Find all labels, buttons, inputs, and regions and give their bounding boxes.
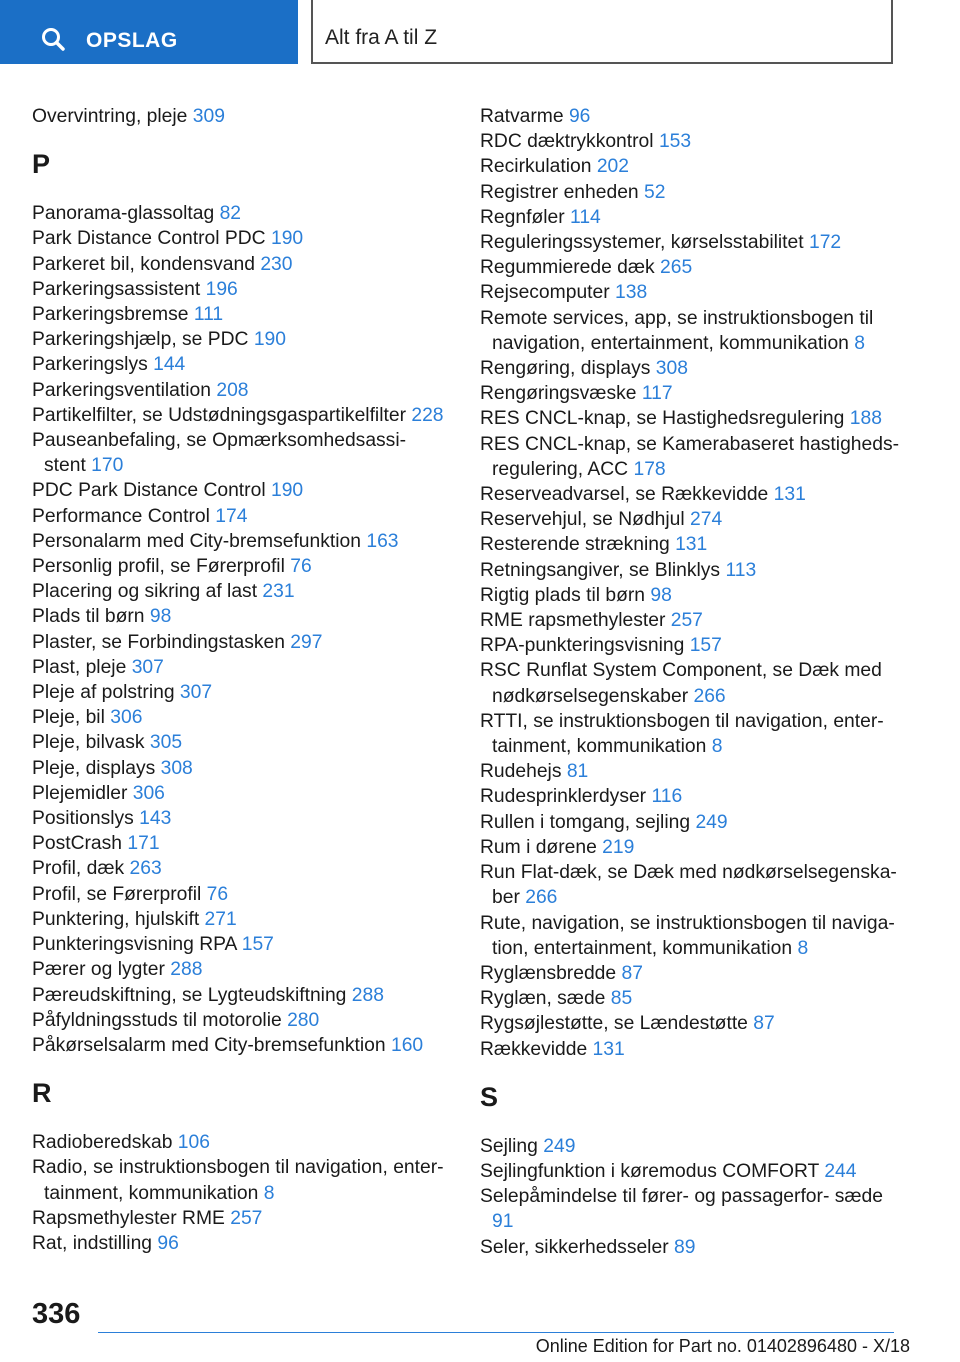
index-entry-text: Punktering, hjulskift [32, 908, 200, 930]
index-entry-text: Sejling [480, 1135, 538, 1157]
page-link[interactable]: 160 [390, 1034, 424, 1056]
index-entry [32, 1033, 452, 1058]
index-entry-text: Pauseanbefaling, se Opmærksomhedsassi‐ stent [32, 430, 407, 477]
index-entry-text: PostCrash [32, 833, 123, 855]
index-entry-text: RTTI, se instruktionsbogen til navigation, enter‐ tainment, kommunikation [480, 710, 884, 758]
index-entry-text: Recirkulation [480, 156, 592, 178]
page-link[interactable]: 244 [824, 1160, 857, 1182]
index-section-letter: P [32, 149, 51, 180]
page-link[interactable]: 8 [854, 332, 865, 354]
page-link[interactable]: 202 [596, 156, 629, 178]
index-entry [32, 781, 452, 806]
page-link[interactable]: 89 [673, 1236, 696, 1258]
page-link[interactable]: 171 [127, 833, 160, 855]
page-link[interactable]: 96 [157, 1232, 179, 1254]
index-entry [480, 810, 900, 835]
index-entry [32, 403, 452, 428]
page-link[interactable]: 111 [193, 304, 224, 326]
page-link[interactable]: 266 [525, 887, 558, 909]
index-entry [480, 255, 900, 280]
page-link[interactable]: 196 [205, 278, 238, 300]
page-link[interactable]: 153 [658, 131, 692, 153]
index-entry [32, 806, 452, 831]
index-entry [32, 882, 452, 907]
page-link[interactable]: 230 [260, 253, 293, 275]
index-entry [32, 756, 452, 781]
index-entry-text: Pleje af polstring [32, 682, 175, 704]
page-link[interactable]: 81 [566, 761, 589, 783]
index-entry [480, 784, 900, 809]
index-entry-text: Pleje, bil [32, 707, 105, 729]
page-link[interactable]: 306 [110, 707, 143, 729]
index-entry-text: Registrer enheden [480, 181, 639, 203]
index-entry [480, 154, 900, 179]
index-entry-text: Profil, se Førerprofil [32, 883, 202, 905]
page-link[interactable]: 85 [610, 988, 633, 1010]
index-entry [32, 983, 452, 1008]
page-link[interactable]: 113 [725, 559, 757, 581]
page-link[interactable]: 170 [91, 455, 124, 477]
page-link[interactable]: 307 [179, 682, 213, 704]
index-entry-text: Regummierede dæk [480, 257, 655, 279]
index-entry-text: RME rapsmethylester [480, 610, 666, 632]
index-entry-text: Run Flat-dæk, se Dæk med nødkørselsegenska‐ ber [480, 862, 897, 909]
index-entry-text: Radioberedskab [32, 1132, 173, 1154]
index-entry [32, 529, 452, 554]
index-entry-text: Rækkevidde [480, 1038, 588, 1060]
page-link[interactable]: 188 [849, 408, 882, 430]
index-entry-text: Regnføler [480, 206, 565, 228]
page-link[interactable]: 306 [132, 782, 165, 804]
page-link[interactable]: 131 [675, 534, 708, 556]
index-entry-text: Rudesprinklerdyser [480, 786, 647, 808]
index-entry [480, 1011, 900, 1036]
index-entry [32, 831, 452, 856]
index-entry [480, 860, 900, 910]
page-link[interactable]: 271 [204, 908, 237, 930]
index-column-right [480, 104, 900, 1260]
index-entry-text: Parkeringsventilation [32, 379, 211, 401]
index-entry [480, 1134, 900, 1159]
section-title-box [311, 0, 893, 64]
index-entry [480, 104, 900, 129]
index-entry-text: Rengøringsvæske [480, 383, 637, 405]
index-entry-text: Pæreudskiftning, se Lygteudskiftning [32, 984, 347, 1006]
page-link[interactable]: 8 [263, 1182, 275, 1204]
index-entry [32, 252, 452, 277]
index-entry [480, 961, 900, 986]
index-entry [32, 856, 452, 881]
index-entry-text: Parkeringsbremse [32, 304, 189, 326]
index-entry-text: Plads til børn [32, 606, 145, 628]
footer-divider [98, 1332, 894, 1333]
page-link[interactable]: 257 [230, 1207, 263, 1229]
index-entry-text: Radio, se instruktionsbogen til navigation, enter‐ tainment, kommunikation [32, 1157, 444, 1204]
index-entry-text: Rullen i tomgang, sejling [480, 811, 691, 833]
index-entry-text: RES CNCL-knap, se Kamerabaseret hastigheds‐ regulering, ACC [480, 433, 900, 480]
index-entry-text: Rat, indstilling [32, 1232, 153, 1254]
index-entry-text: Plejemidler [32, 782, 128, 804]
index-entry-text: Ryglænsbredde [480, 962, 617, 984]
page-link[interactable]: 172 [808, 232, 842, 254]
index-entry-text: Personalarm med City-bremsefunktion [32, 530, 361, 552]
index-entry [480, 608, 900, 633]
page-link[interactable]: 266 [693, 685, 726, 707]
index-entry [32, 504, 452, 529]
page-link[interactable]: 265 [660, 257, 693, 279]
page-link[interactable]: 98 [650, 584, 672, 606]
page-link[interactable]: 114 [570, 206, 601, 228]
index-entry [32, 554, 452, 579]
index-entry-text: Rigtig plads til børn [480, 584, 646, 606]
index-entry [32, 277, 452, 302]
index-entry-text: Positionslys [32, 808, 134, 830]
tab-label: OPSLAG [86, 29, 178, 52]
index-entry [480, 1159, 900, 1184]
page-link[interactable]: 117 [641, 383, 673, 405]
page-link[interactable]: 178 [633, 458, 666, 480]
index-entry-text: Parkeringshjælp, se PDC [32, 329, 249, 351]
page-link[interactable]: 8 [797, 937, 809, 959]
index-entry-text: Retningsangiver, se Blinklys [480, 559, 721, 581]
index-entry-text: Parkeringslys [32, 354, 148, 376]
page-link[interactable]: 52 [644, 181, 666, 203]
index-entry [480, 1184, 900, 1234]
index-entry-text: Parkeringsassistent [32, 278, 201, 300]
page-link[interactable]: 288 [351, 984, 384, 1006]
index-entry-text: Performance Control [32, 505, 210, 527]
index-entry-text: Rapsmethylester RME [32, 1207, 225, 1229]
index-entry-text: Plaster, se Forbindingstasken [32, 631, 285, 653]
index-entry [480, 709, 900, 759]
search-icon [40, 26, 66, 52]
index-entry-text: Overvintring, pleje [32, 106, 188, 127]
index-entry-text: Rute, navigation, se instruktionsbogen til naviga‐ tion, entertainment, kommunikation [480, 912, 895, 959]
page-link[interactable]: 219 [602, 836, 635, 858]
page-link[interactable]: 96 [568, 106, 591, 127]
index-entry [480, 835, 900, 860]
page-link[interactable]: 157 [689, 635, 722, 657]
index-entry [480, 583, 900, 608]
index-entry [480, 280, 900, 305]
index-entry [480, 180, 900, 205]
page-link[interactable]: 190 [253, 329, 286, 351]
page-link[interactable]: 131 [773, 484, 806, 506]
index-entry-text: Plast, pleje [32, 656, 127, 678]
index-entry [480, 432, 900, 482]
page-link[interactable]: 76 [290, 556, 312, 578]
index-entry [32, 201, 452, 226]
page-link[interactable]: 87 [621, 962, 643, 984]
index-entry [480, 205, 900, 230]
page-link[interactable]: 263 [129, 858, 162, 880]
index-entry [480, 129, 900, 154]
index-entry-text: Påfyldningsstuds til motorolie [32, 1009, 282, 1031]
page-link[interactable]: 288 [170, 959, 203, 981]
index-entry-text: Rengøring, displays [480, 358, 651, 380]
index-entry [32, 1155, 452, 1205]
index-entry-text: Personlig profil, se Førerprofil [32, 556, 285, 578]
page-link[interactable]: 131 [592, 1038, 625, 1060]
page-link[interactable]: 144 [153, 354, 186, 376]
page-link[interactable]: 308 [160, 757, 193, 779]
page-link[interactable]: 249 [543, 1135, 576, 1157]
index-entry [32, 1130, 452, 1155]
index-entry-text: Reserveadvarsel, se Rækkevidde [480, 484, 769, 506]
index-entry-text: PDC Park Distance Control [32, 480, 266, 502]
index-entry [32, 680, 452, 705]
index-entry [32, 1008, 452, 1033]
opslag-tab[interactable] [0, 0, 298, 64]
index-entry-text: Reservehjul, se Nødhjul [480, 509, 685, 531]
index-entry [480, 381, 900, 406]
index-entry [32, 1231, 452, 1256]
index-entry-text: Sejlingfunktion i køremodus COMFORT [480, 1160, 819, 1182]
index-entry-text: Reguleringssystemer, kørselsstabilitet [480, 232, 804, 254]
index-entry [480, 507, 900, 532]
index-entry [32, 730, 452, 755]
index-entry-text: RPA-punkteringsvisning [480, 635, 685, 657]
index-entry [32, 104, 452, 129]
page-link[interactable]: 143 [139, 808, 172, 830]
page-link[interactable]: 190 [270, 228, 304, 250]
index-entry [32, 428, 452, 478]
index-entry-text: RES CNCL-knap, se Hastighedsregulering [480, 408, 845, 430]
index-entry [32, 1206, 452, 1231]
page-link[interactable]: 309 [192, 106, 225, 127]
index-entry-text: Park Distance Control PDC [32, 228, 266, 250]
index-entry [480, 759, 900, 784]
index-entry-text: Profil, dæk [32, 858, 125, 880]
index-entry-text: Seler, sikkerhedsseler [480, 1236, 669, 1258]
page-link[interactable]: 305 [149, 732, 183, 754]
page-link[interactable]: 257 [670, 610, 703, 632]
index-entry [32, 705, 452, 730]
index-entry-text: Punkteringsvisning RPA [32, 934, 237, 956]
index-entry [32, 327, 452, 352]
index-entry [480, 482, 900, 507]
page-link[interactable]: 208 [216, 379, 249, 401]
page-link[interactable]: 274 [690, 509, 723, 531]
index-entry [32, 907, 452, 932]
page-link[interactable]: 106 [177, 1132, 210, 1154]
index-entry-text: RDC dæktrykkontrol [480, 131, 654, 153]
index-entry [32, 378, 452, 403]
page-link[interactable]: 307 [131, 656, 164, 678]
index-entry [480, 658, 900, 708]
page-link[interactable]: 228 [411, 404, 444, 426]
index-entry [480, 306, 900, 356]
page-link[interactable]: 190 [270, 480, 304, 502]
page-link[interactable]: 76 [206, 883, 229, 905]
index-entry [480, 911, 900, 961]
page-number: 336 [32, 1298, 81, 1330]
index-entry [32, 478, 452, 503]
index-entry [32, 932, 452, 957]
page-link[interactable]: 98 [149, 606, 172, 628]
index-entry-text: Ratvarme [480, 106, 564, 127]
index-entry [480, 633, 900, 658]
page-link[interactable]: 308 [655, 358, 688, 380]
page-link[interactable]: 91 [492, 1211, 514, 1233]
index-entry-text: Selepåmindelse til fører- og passagerfor‐ sæde [480, 1186, 883, 1208]
index-entry [480, 406, 900, 431]
index-entry [32, 957, 452, 982]
page-link[interactable]: 231 [262, 581, 295, 603]
index-section-letter: R [32, 1078, 52, 1109]
page-link[interactable]: 297 [290, 631, 323, 653]
index-entry [32, 226, 452, 251]
page-link[interactable]: 174 [215, 505, 248, 527]
index-entry-text: Pleje, bilvask [32, 732, 145, 754]
index-entry [480, 532, 900, 557]
section-title: Alt fra A til Z [325, 26, 438, 49]
index-entry [480, 356, 900, 381]
index-entry-text: Panorama-glassoltag [32, 203, 215, 225]
index-entry [32, 604, 452, 629]
index-entry-text: Rudehejs [480, 761, 562, 783]
index-entry [480, 986, 900, 1011]
index-entry-text: Parkeret bil, kondensvand [32, 253, 255, 275]
index-entry [32, 630, 452, 655]
page-link[interactable]: 163 [366, 530, 399, 552]
index-entry-text: Pærer og lygter [32, 959, 165, 981]
index-entry-text: Rygsøjlestøtte, se Lændestøtte [480, 1013, 748, 1035]
index-entry [480, 1037, 900, 1062]
index-entry [480, 1235, 900, 1260]
index-entry-text: Ryglæn, sæde [480, 988, 606, 1010]
index-entry [480, 230, 900, 255]
page-link[interactable]: 8 [711, 736, 723, 758]
page-link[interactable]: 116 [651, 786, 683, 808]
index-entry-text: RSC Runflat System Component, se Dæk med nødkørselsegenskaber [480, 660, 882, 707]
index-entry [480, 558, 900, 583]
index-section-letter: S [480, 1081, 499, 1112]
page-link[interactable]: 157 [241, 934, 274, 956]
index-entry-text: Remote services, app, se instruktionsbogen til navigation, entertainment, kommunikation [480, 307, 874, 354]
index-entry [32, 655, 452, 680]
page-link[interactable]: 280 [287, 1009, 320, 1031]
index-entry [32, 302, 452, 327]
index-entry-text: Påkørselsalarm med City-bremsefunktion [32, 1034, 386, 1056]
edition-text: Online Edition for Part no. 01402896480 - X/18 [535, 1336, 910, 1356]
index-entry [32, 579, 452, 604]
page-link[interactable]: 138 [615, 282, 648, 304]
page-link[interactable]: 249 [695, 811, 728, 833]
index-entry-text: Placering og sikring af last [32, 581, 258, 603]
index-entry-text: Rum i dørene [480, 836, 597, 858]
index-entry-text: Partikelfilter, se Udstødningsgaspartikelfilter [32, 404, 406, 426]
index-entry-text: Resterende strækning [480, 534, 670, 556]
index-entry-text: Pleje, displays [32, 757, 156, 779]
index-entry-text: Rejsecomputer [480, 282, 610, 304]
index-column-left [32, 104, 452, 1256]
page-link[interactable]: 87 [753, 1013, 775, 1035]
index-entry [32, 352, 452, 377]
page-link[interactable]: 82 [219, 203, 242, 225]
